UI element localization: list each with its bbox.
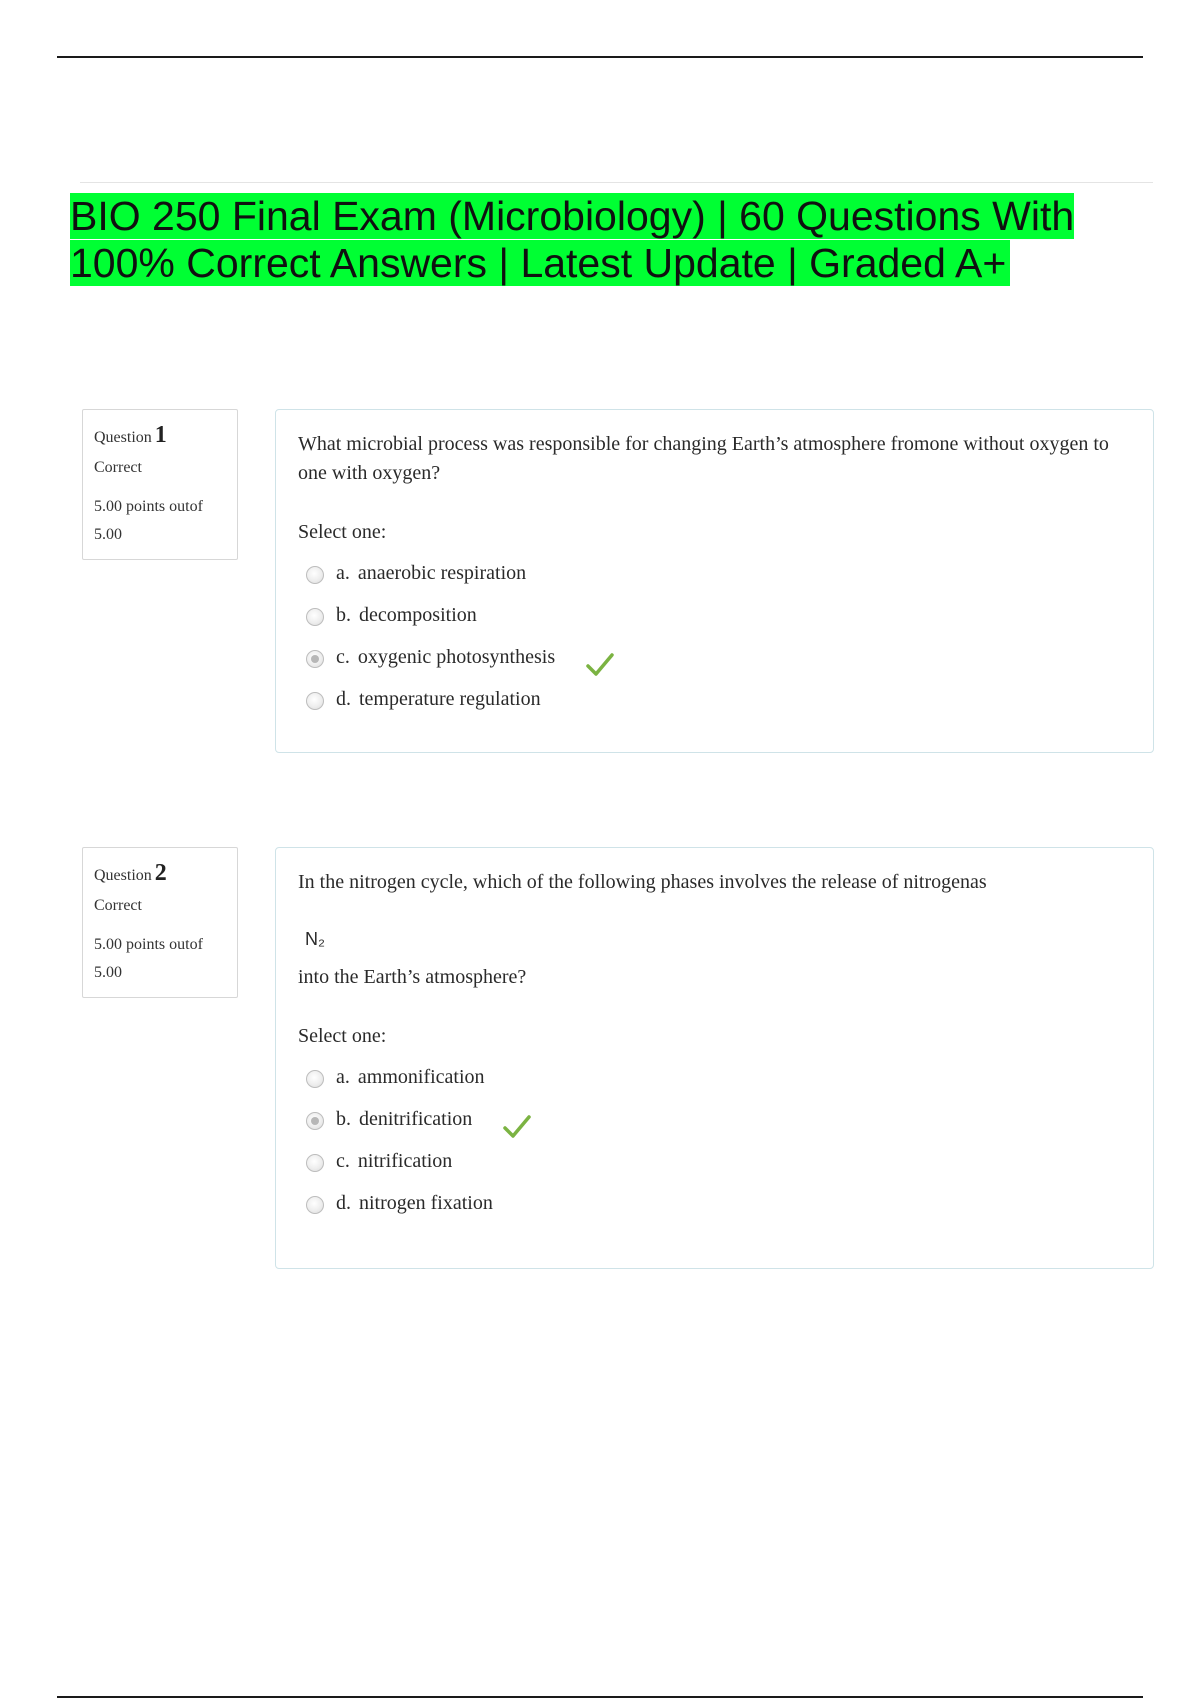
option-label: denitrification (359, 1107, 473, 1130)
select-one-prompt: Select one: (298, 1025, 387, 1047)
option-letter: b. (336, 603, 351, 626)
option-d[interactable] (298, 678, 1131, 720)
grade-line-1: 5.00 points outof (94, 498, 203, 515)
option-b[interactable] (298, 1098, 1131, 1140)
option-label: nitrogen fixation (359, 1191, 493, 1214)
option-label: ammonification (357, 1065, 485, 1088)
option-letter: c. (336, 1149, 350, 1172)
option-letter: a. (336, 1065, 350, 1088)
option-letter: d. (336, 687, 351, 710)
question-state: Correct (94, 459, 142, 476)
question-1-content (275, 409, 1154, 753)
option-d[interactable] (298, 1182, 1131, 1224)
radio-button[interactable] (306, 1196, 324, 1214)
question-number: 2 (154, 860, 167, 886)
option-a[interactable] (298, 552, 1131, 594)
grade-line-1: 5.00 points outof (94, 936, 203, 953)
select-one-prompt: Select one: (298, 521, 387, 543)
formula-n2: N₂ (305, 929, 325, 949)
option-b[interactable] (298, 594, 1131, 636)
question-number: 1 (154, 422, 167, 448)
question-label: Question (94, 867, 152, 884)
question-state: Correct (94, 897, 142, 914)
option-label: temperature regulation (359, 687, 541, 710)
option-label: nitrification (357, 1149, 453, 1172)
radio-button[interactable] (306, 1154, 324, 1172)
option-label: oxygenic photosynthesis (357, 645, 556, 668)
correct-check-icon (585, 650, 615, 680)
question-label: Question (94, 429, 152, 446)
document-title-highlight: BIO 250 Final Exam (Microbiology) | 60 Questions With 100% Correct Answers | Latest Update | Graded A+ (70, 193, 1075, 286)
correct-check-icon (502, 1112, 532, 1142)
bottom-rule (57, 1696, 1143, 1698)
radio-button-selected[interactable] (306, 650, 324, 668)
question-grade (94, 493, 226, 549)
option-c[interactable] (298, 1140, 1131, 1182)
radio-button[interactable] (306, 1070, 324, 1088)
option-label: decomposition (359, 603, 477, 626)
question-1-number-line (94, 422, 226, 451)
header-divider (80, 182, 1153, 183)
radio-button[interactable] (306, 608, 324, 626)
question-2-number-line (94, 860, 226, 889)
top-rule (57, 56, 1143, 58)
question-2-content (275, 847, 1154, 1269)
option-letter: b. (336, 1107, 351, 1130)
answer-options (298, 1056, 1131, 1224)
option-a[interactable] (298, 1056, 1131, 1098)
question-grade (94, 931, 226, 987)
question-text-continued: into the Earth’s atmosphere? (298, 966, 527, 988)
radio-button-selected[interactable] (306, 1112, 324, 1130)
option-c[interactable] (298, 636, 1131, 678)
question-1-info (82, 409, 238, 560)
radio-button[interactable] (306, 566, 324, 584)
question-2-info (82, 847, 238, 998)
radio-button[interactable] (306, 692, 324, 710)
answer-options (298, 552, 1131, 720)
option-label: anaerobic respiration (357, 561, 527, 584)
option-letter: c. (336, 645, 350, 668)
grade-line-2: 5.00 (94, 964, 122, 981)
option-letter: d. (336, 1191, 351, 1214)
question-text: What microbial process was responsible for changing Earth’s atmosphere fromone without oxygen to one with oxygen? (298, 433, 1109, 484)
question-text: In the nitrogen cycle, which of the following phases involves the release of nitrogenas (298, 871, 987, 893)
grade-line-2: 5.00 (94, 526, 122, 543)
document-title (70, 193, 1090, 287)
option-letter: a. (336, 561, 350, 584)
